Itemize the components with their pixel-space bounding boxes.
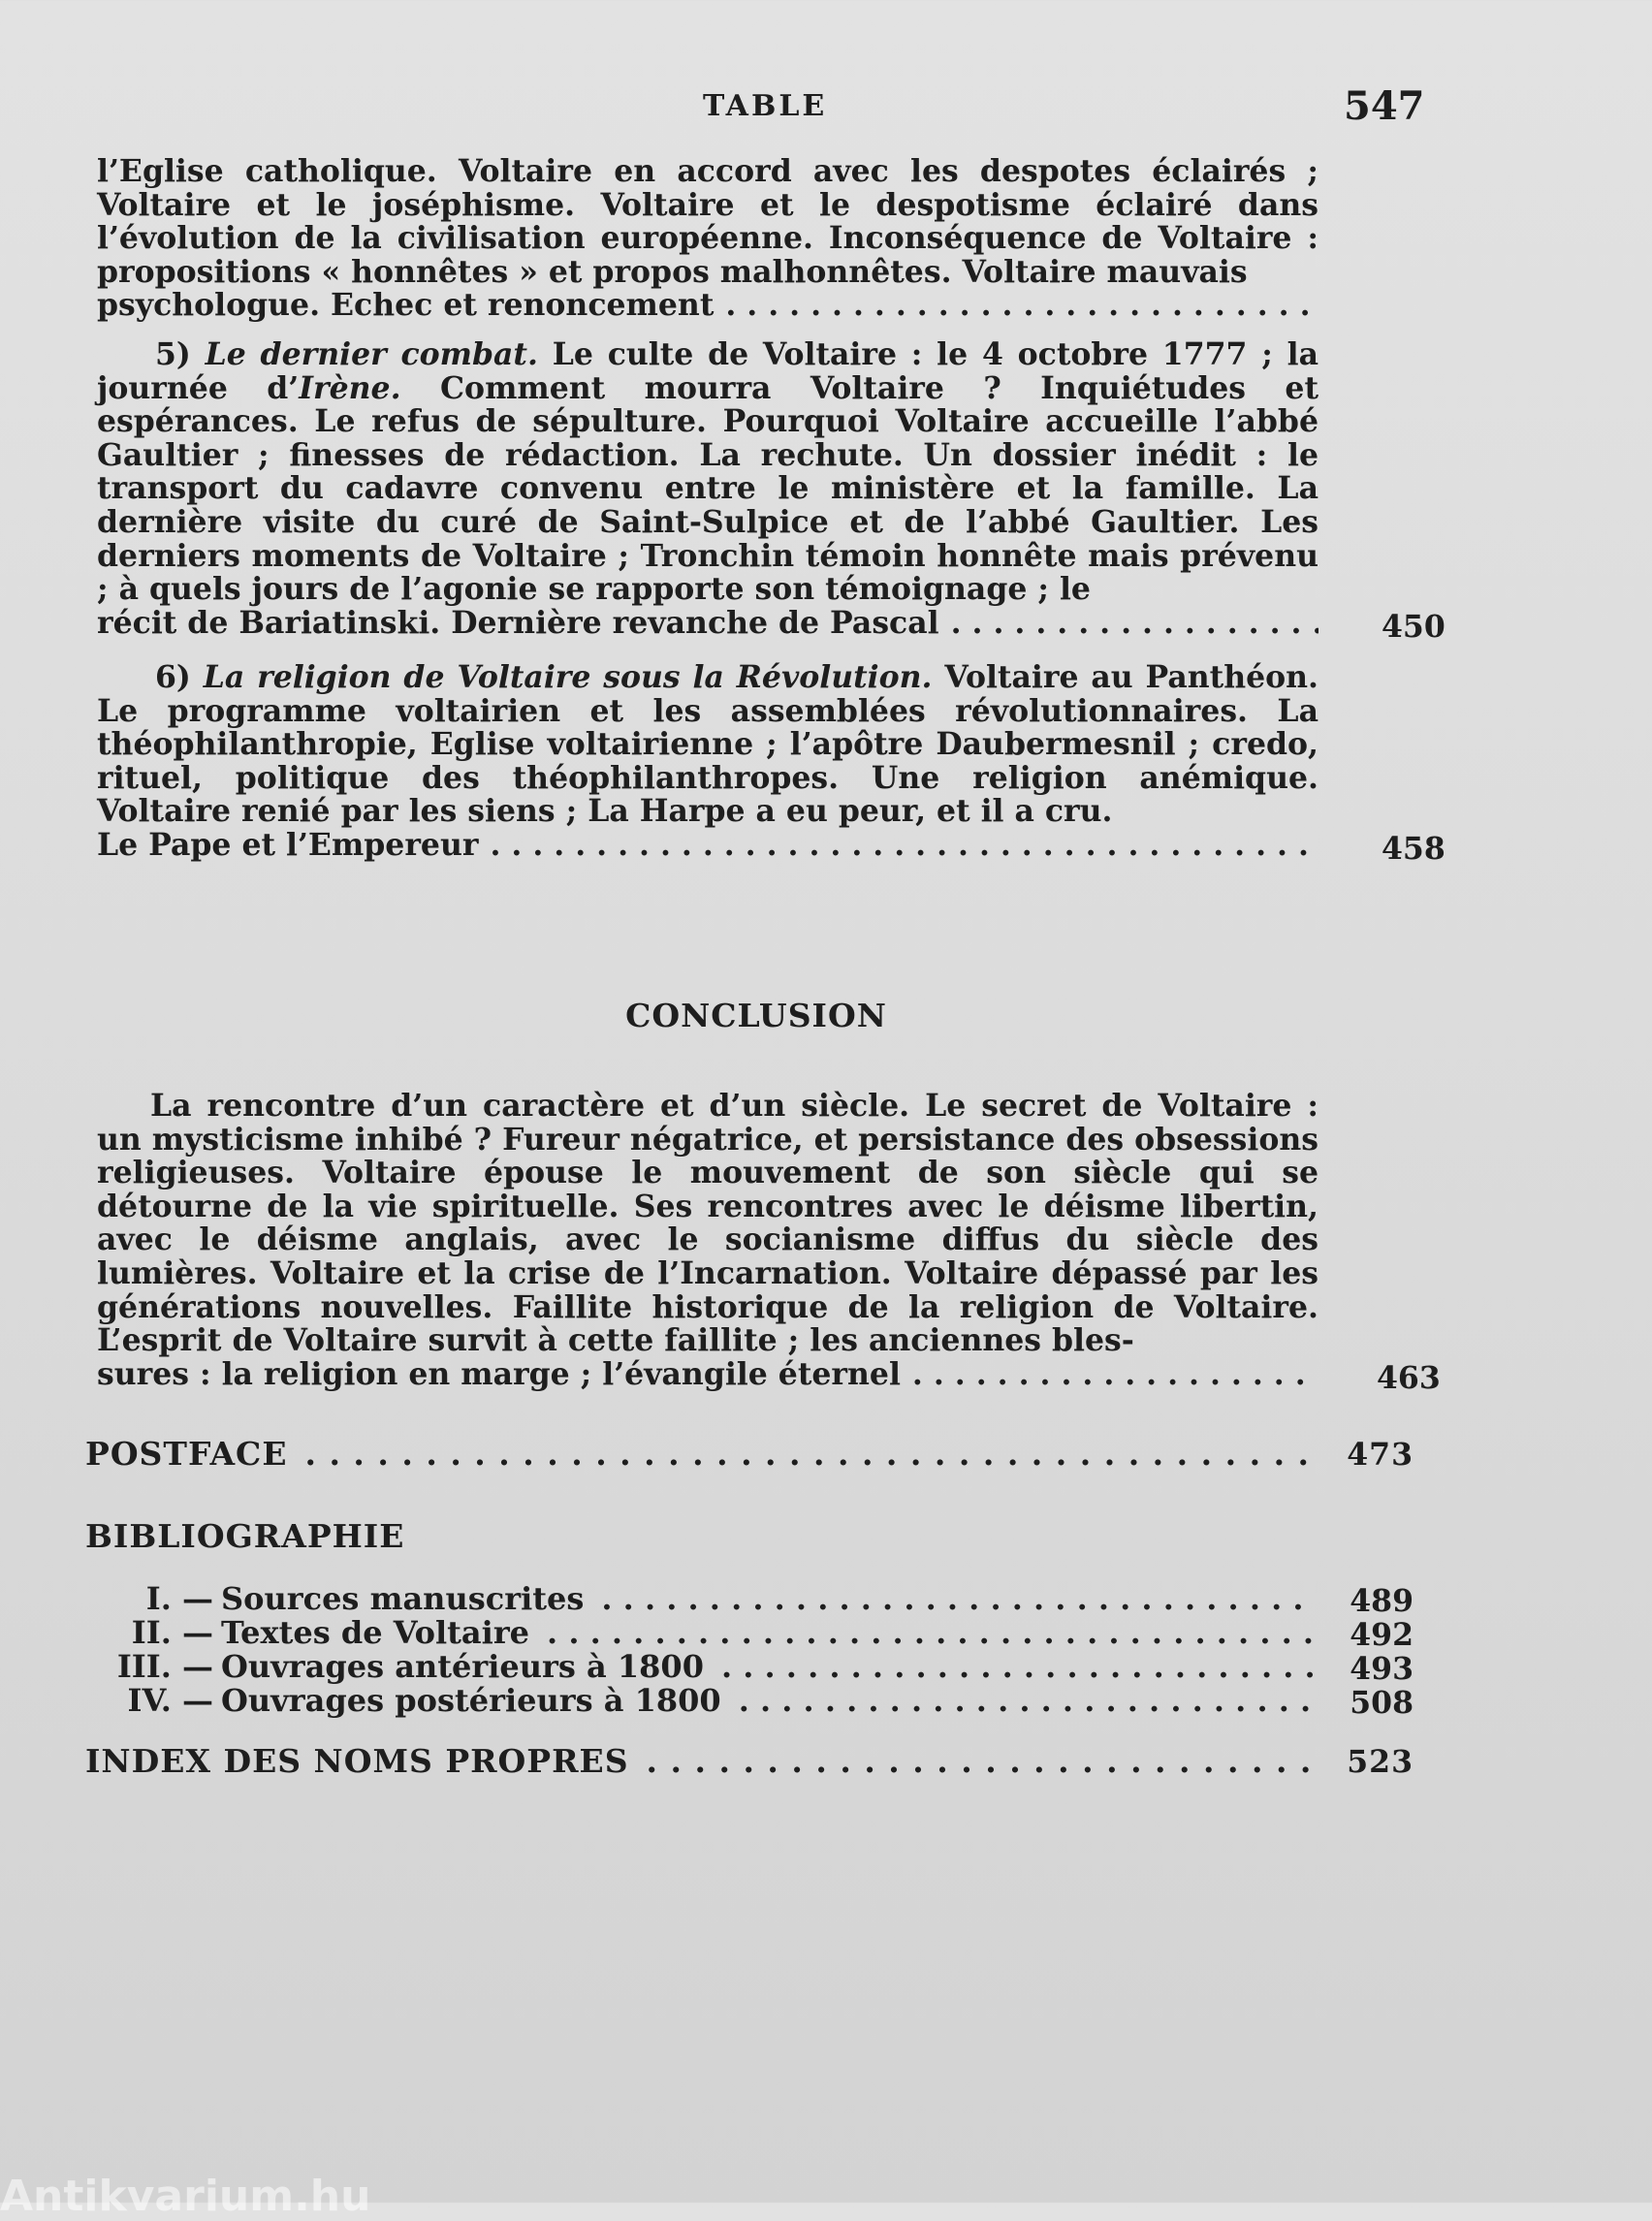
item-title-irene: Irène. xyxy=(299,369,401,406)
bib-item-label: Sources manuscrites xyxy=(221,1580,585,1617)
list-item xyxy=(85,1580,1414,1619)
bib-item-label: Textes de Voltaire xyxy=(221,1614,530,1651)
bib-item-number: IV. — xyxy=(127,1682,213,1719)
leader-line xyxy=(97,604,1318,641)
dot-leader xyxy=(951,607,1318,641)
leader-line xyxy=(97,826,1318,863)
item-title: La religion de Voltaire sous la Révolution. xyxy=(203,659,933,695)
toc-index xyxy=(85,1742,1414,1780)
toc-bibliographie-heading xyxy=(85,1517,1414,1555)
conclusion-heading: CONCLUSION xyxy=(625,997,887,1034)
item-number: 5) xyxy=(155,336,191,372)
item-text-intro: Le culte de Voltaire : le 4 octobre 1777 ; la journée d’ xyxy=(97,336,1319,406)
item-text: Comment mourra Voltaire ? Inquiétudes et espérances. Le refus de sépulture. Pourquoi Voltaire accueille l’abbé Gaultier ; finesses de rédaction. La rechute. Un dossier inédit : le transport du cadavre convenu entre le ministère et la famille. La dernière visite du curé de Saint-Sulpice et de l’abbé Gaultier. Les derniers moments de Voltaire ; Tronchin témoin honnête mais prévenu ; à quels jours de l’agonie se rapporte son témoignage ; le xyxy=(97,369,1318,608)
list-item xyxy=(85,1614,1414,1653)
leader-line xyxy=(97,1355,1318,1392)
index-label: INDEX DES NOMS PROPRES xyxy=(85,1742,629,1780)
toc-item-6 xyxy=(97,659,1446,867)
list-item xyxy=(85,1648,1414,1687)
bib-item-label: Ouvrages postérieurs à 1800 xyxy=(221,1682,721,1719)
postface-label: POSTFACE xyxy=(85,1435,288,1473)
bib-item-page: 489 xyxy=(1350,1583,1414,1619)
running-head xyxy=(0,83,1652,132)
item-page-number: 458 xyxy=(1382,830,1446,867)
list-item xyxy=(85,1682,1414,1721)
dot-leader xyxy=(725,289,1318,323)
toc-item-5 xyxy=(97,336,1446,645)
item-page-number: 450 xyxy=(1382,608,1446,645)
toc-postface xyxy=(85,1435,1414,1473)
conclusion-text: La rencontre d’un caractère et d’un siècle. Le secret de Voltaire : un mysticisme inhibé ? Fureur négatrice, et persistance des obsessions religieuses. Voltaire épouse le mouvement de son siècle qui se détourne de la vie spirituelle. Ses rencontres avec le déisme libertin, avec le déisme anglais, avec le socianisme diffus du siècle des lumières. Voltaire et la crise de l’Incarnation. Voltaire dépassé par les générations nouvelles. Faillite historique de la religion de Voltaire. L’esprit de Voltaire survit à cette faillite ; les anciennes bles- xyxy=(97,1088,1318,1359)
bib-item-number: III. — xyxy=(116,1648,213,1685)
dot-leader xyxy=(739,1684,1317,1718)
bib-item-label: Ouvrages antérieurs à 1800 xyxy=(221,1648,704,1685)
toc-continuation-paragraph xyxy=(97,155,1420,323)
item-title: Le dernier combat. xyxy=(205,336,538,372)
postface-page-number: 473 xyxy=(1347,1437,1414,1473)
bib-item-number: II. — xyxy=(131,1614,213,1651)
item-number: 6) xyxy=(155,659,191,695)
dot-leader xyxy=(647,1742,1317,1780)
running-title: TABLE xyxy=(703,89,828,123)
bib-item-page: 492 xyxy=(1350,1617,1414,1653)
page-number: 547 xyxy=(1344,83,1425,129)
item-last-line: récit de Bariatinski. Dernière revanche de Pascal xyxy=(97,604,939,641)
paragraph-text: l’Eglise catholique. Voltaire en accord avec les despotes éclairés ; Voltaire et le joséphisme. Voltaire et le despotisme éclairé dans l’évolution de la civilisation européenne. Inconséquence de Voltaire : propositions « honnêtes » et propos malhonnêtes. Voltaire mauvais xyxy=(97,153,1318,290)
dot-leader xyxy=(490,829,1318,863)
watermark: Antikvarium.hu xyxy=(0,2172,371,2221)
leader-line xyxy=(97,289,1318,323)
bibliographie-list xyxy=(85,1580,1414,1721)
bib-item-page: 493 xyxy=(1350,1651,1414,1687)
bib-item-page: 508 xyxy=(1350,1685,1414,1721)
dot-leader xyxy=(912,1358,1318,1392)
bibliographie-label: BIBLIOGRAPHIE xyxy=(85,1517,405,1555)
conclusion-page-number: 463 xyxy=(1377,1359,1441,1396)
item-text: Voltaire au Panthéon. Le programme voltairien et les assemblées révolutionnaires. La théophilanthropie, Eglise voltairienne ; l’apôtre Daubermesnil ; credo, rituel, politique des théophilanthropes. Une religion anémique. Voltaire renié par les siens ; La Harpe a eu peur, et il a cru. xyxy=(97,659,1319,830)
bib-item-number: I. — xyxy=(145,1580,213,1617)
dot-leader xyxy=(721,1650,1317,1684)
dot-leader xyxy=(601,1582,1317,1616)
index-page-number: 523 xyxy=(1347,1744,1414,1780)
conclusion-paragraph xyxy=(97,1088,1441,1396)
paragraph-last-line: psychologue. Echec et renoncement xyxy=(97,287,715,324)
item-last-line: Le Pape et l’Empereur xyxy=(97,826,479,863)
dot-leader xyxy=(304,1435,1317,1473)
conclusion-last-line: sures : la religion en marge ; l’évangile éternel xyxy=(97,1355,901,1392)
dot-leader xyxy=(547,1616,1317,1650)
